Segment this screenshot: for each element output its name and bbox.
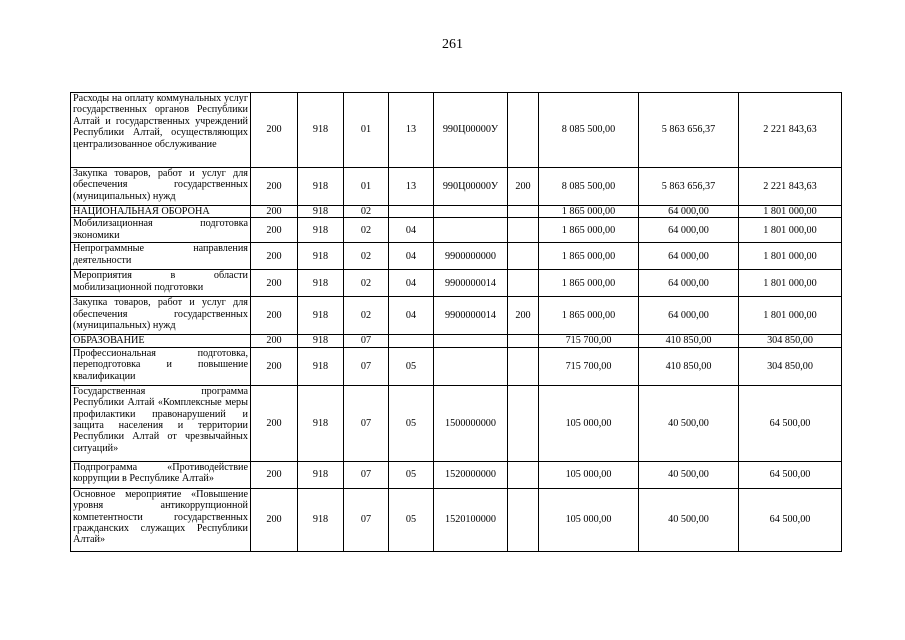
- code-cell: 1520100000: [434, 488, 508, 551]
- amount-cell: 1 865 000,00: [539, 206, 639, 218]
- code-cell: [508, 270, 539, 297]
- amount-cell: 8 085 500,00: [539, 168, 639, 206]
- table-row: [71, 297, 842, 335]
- code-cell: 9900000014: [434, 297, 508, 335]
- code-cell: 05: [389, 461, 434, 488]
- code-cell: 918: [298, 206, 344, 218]
- code-cell: 918: [298, 335, 344, 347]
- amount-cell: 1 801 000,00: [739, 206, 842, 218]
- code-cell: 918: [298, 347, 344, 385]
- code-cell: 200: [251, 93, 298, 168]
- amount-cell: 64 500,00: [739, 461, 842, 488]
- amount-cell: 1 801 000,00: [739, 270, 842, 297]
- code-cell: 02: [344, 206, 389, 218]
- table-row: [71, 335, 842, 347]
- row-name: Мероприятия в области мобилизационной подготовки: [71, 270, 251, 297]
- row-name: Профессиональная подготовка, переподготовка и повышение квалификации: [71, 347, 251, 385]
- code-cell: 04: [389, 218, 434, 243]
- code-cell: [389, 335, 434, 347]
- code-cell: [508, 243, 539, 270]
- code-cell: [508, 218, 539, 243]
- row-name: Подпрограмма «Противодействие коррупции в Республике Алтай»: [71, 461, 251, 488]
- code-cell: 200: [251, 335, 298, 347]
- amount-cell: 1 801 000,00: [739, 218, 842, 243]
- table-row: [71, 270, 842, 297]
- amount-cell: 64 500,00: [739, 488, 842, 551]
- amount-cell: 64 000,00: [639, 297, 739, 335]
- budget-table: [70, 92, 842, 552]
- code-cell: 1500000000: [434, 385, 508, 461]
- code-cell: 200: [251, 168, 298, 206]
- amount-cell: 40 500,00: [639, 461, 739, 488]
- amount-cell: 64 000,00: [639, 206, 739, 218]
- code-cell: 04: [389, 297, 434, 335]
- amount-cell: 715 700,00: [539, 347, 639, 385]
- code-cell: 918: [298, 243, 344, 270]
- code-cell: 9900000014: [434, 270, 508, 297]
- code-cell: [508, 461, 539, 488]
- table-row: [71, 93, 842, 168]
- code-cell: 918: [298, 461, 344, 488]
- amount-cell: 410 850,00: [639, 347, 739, 385]
- code-cell: [434, 218, 508, 243]
- code-cell: 918: [298, 168, 344, 206]
- code-cell: 200: [508, 297, 539, 335]
- amount-cell: 1 865 000,00: [539, 243, 639, 270]
- code-cell: 918: [298, 297, 344, 335]
- row-name: ОБРАЗОВАНИЕ: [71, 335, 251, 347]
- code-cell: 02: [344, 297, 389, 335]
- table-row: [71, 461, 842, 488]
- code-cell: 05: [389, 488, 434, 551]
- amount-cell: 1 801 000,00: [739, 243, 842, 270]
- code-cell: [389, 206, 434, 218]
- code-cell: 05: [389, 347, 434, 385]
- code-cell: 918: [298, 93, 344, 168]
- amount-cell: 64 500,00: [739, 385, 842, 461]
- amount-cell: 8 085 500,00: [539, 93, 639, 168]
- amount-cell: 105 000,00: [539, 461, 639, 488]
- amount-cell: 715 700,00: [539, 335, 639, 347]
- table-row: [71, 218, 842, 243]
- code-cell: 07: [344, 385, 389, 461]
- amount-cell: 105 000,00: [539, 488, 639, 551]
- code-cell: 01: [344, 168, 389, 206]
- amount-cell: 1 865 000,00: [539, 297, 639, 335]
- code-cell: 918: [298, 488, 344, 551]
- code-cell: 9900000000: [434, 243, 508, 270]
- row-name: Непрограммные направления деятельности: [71, 243, 251, 270]
- code-cell: 13: [389, 168, 434, 206]
- code-cell: [508, 335, 539, 347]
- code-cell: 05: [389, 385, 434, 461]
- table-row: [71, 168, 842, 206]
- code-cell: 918: [298, 385, 344, 461]
- code-cell: 13: [389, 93, 434, 168]
- code-cell: 200: [508, 168, 539, 206]
- code-cell: 918: [298, 218, 344, 243]
- code-cell: 200: [251, 243, 298, 270]
- code-cell: [434, 347, 508, 385]
- row-name: Основное мероприятие «Повышение уровня антикоррупционной компетентности государственных гражданских служащих Республики Алтай»: [71, 488, 251, 551]
- amount-cell: 5 863 656,37: [639, 93, 739, 168]
- code-cell: 07: [344, 461, 389, 488]
- amount-cell: 304 850,00: [739, 335, 842, 347]
- code-cell: 07: [344, 347, 389, 385]
- amount-cell: 40 500,00: [639, 385, 739, 461]
- table-row: [71, 243, 842, 270]
- code-cell: [434, 335, 508, 347]
- amount-cell: 2 221 843,63: [739, 93, 842, 168]
- code-cell: [508, 206, 539, 218]
- code-cell: 200: [251, 385, 298, 461]
- code-cell: 200: [251, 206, 298, 218]
- code-cell: 07: [344, 335, 389, 347]
- code-cell: 200: [251, 347, 298, 385]
- table-row: [71, 488, 842, 551]
- code-cell: 1520000000: [434, 461, 508, 488]
- amount-cell: 1 865 000,00: [539, 218, 639, 243]
- code-cell: [508, 488, 539, 551]
- amount-cell: 304 850,00: [739, 347, 842, 385]
- amount-cell: 40 500,00: [639, 488, 739, 551]
- code-cell: 02: [344, 243, 389, 270]
- code-cell: 02: [344, 218, 389, 243]
- amount-cell: 5 863 656,37: [639, 168, 739, 206]
- code-cell: 990Ц00000У: [434, 168, 508, 206]
- row-name: Государственная программа Республики Алтай «Комплексные меры профилактики правонарушений и защита населения и территории Республики Алтай от чрезвычайных ситуаций»: [71, 385, 251, 461]
- code-cell: 200: [251, 488, 298, 551]
- table-row: [71, 347, 842, 385]
- row-name: Расходы на оплату коммунальных услуг государственных органов Республики Алтай и государственных учреждений Республики Алтай, осуществляющих централизованное обслуживание: [71, 93, 251, 168]
- code-cell: [434, 206, 508, 218]
- row-name: НАЦИОНАЛЬНАЯ ОБОРОНА: [71, 206, 251, 218]
- code-cell: [508, 93, 539, 168]
- amount-cell: 105 000,00: [539, 385, 639, 461]
- amount-cell: 64 000,00: [639, 270, 739, 297]
- code-cell: 200: [251, 270, 298, 297]
- page-number: 261: [442, 37, 463, 52]
- code-cell: [508, 385, 539, 461]
- table-row: [71, 385, 842, 461]
- amount-cell: 1 801 000,00: [739, 297, 842, 335]
- code-cell: [508, 347, 539, 385]
- code-cell: 04: [389, 270, 434, 297]
- amount-cell: 410 850,00: [639, 335, 739, 347]
- row-name: Мобилизационная подготовка экономики: [71, 218, 251, 243]
- code-cell: 04: [389, 243, 434, 270]
- code-cell: 200: [251, 461, 298, 488]
- amount-cell: 2 221 843,63: [739, 168, 842, 206]
- code-cell: 01: [344, 93, 389, 168]
- amount-cell: 1 865 000,00: [539, 270, 639, 297]
- code-cell: 200: [251, 218, 298, 243]
- code-cell: 200: [251, 297, 298, 335]
- code-cell: 02: [344, 270, 389, 297]
- row-name: Закупка товаров, работ и услуг для обеспечения государственных (муниципальных) нужд: [71, 297, 251, 335]
- code-cell: 990Ц00000У: [434, 93, 508, 168]
- table-row: [71, 206, 842, 218]
- amount-cell: 64 000,00: [639, 218, 739, 243]
- amount-cell: 64 000,00: [639, 243, 739, 270]
- row-name: Закупка товаров, работ и услуг для обеспечения государственных (муниципальных) нужд: [71, 168, 251, 206]
- code-cell: 07: [344, 488, 389, 551]
- code-cell: 918: [298, 270, 344, 297]
